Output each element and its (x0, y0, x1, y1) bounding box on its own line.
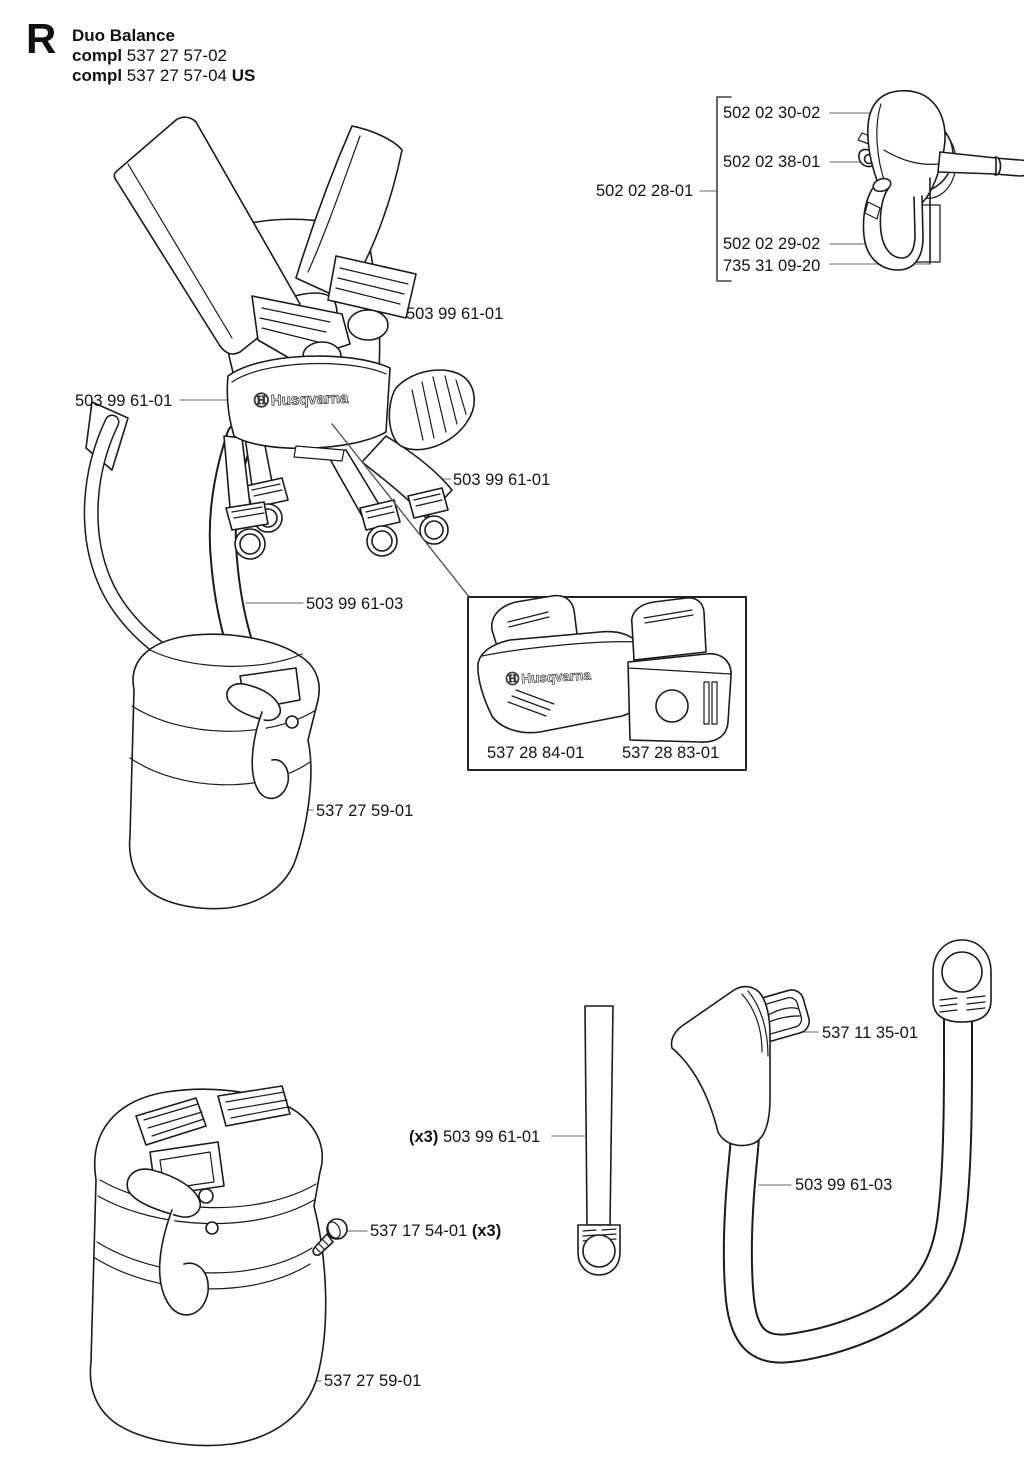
husqvarna-crown-icon: Ⓗ (505, 671, 520, 687)
part-label-short-strap (409, 1128, 540, 1146)
part-label-screw (370, 1222, 501, 1240)
section-letter: R (26, 15, 57, 62)
page-header (72, 26, 255, 86)
part-label-bag-bottom: 537 27 59-01 (324, 1372, 422, 1390)
part-label-handle-screw: 502 02 38-01 (723, 153, 821, 171)
part-label-handle-group: 502 02 28-01 (596, 182, 694, 200)
harness-drawing (86, 117, 474, 660)
husqvarna-crown-icon: Ⓗ (253, 392, 270, 410)
compl-prefix: compl (72, 46, 123, 65)
part-label-handle-hook: 502 02 29-02 (723, 235, 821, 253)
part-label-handle-cover: 502 02 30-02 (723, 104, 821, 122)
husqvarna-logo-text: Husqvarna (520, 667, 592, 687)
variant-line (72, 66, 255, 86)
bag-drawing-bottom (90, 1086, 325, 1445)
screw-quantity: (x3) (471, 1222, 502, 1240)
part-label-lower-strap: 503 99 61-03 (306, 595, 404, 613)
part-label-side-strap: 503 99 61-01 (453, 471, 551, 489)
part-label-long-strap-bottom: 503 99 61-03 (795, 1176, 893, 1194)
product-name: Duo Balance (72, 26, 175, 45)
variant-number: 537 27 57-04 (126, 66, 227, 85)
part-label-shoulder-strap-left: 503 99 61-01 (75, 392, 173, 410)
husqvarna-logo-belt (254, 389, 350, 410)
long-strap-drawing (671, 940, 991, 1349)
short-strap-quantity: (x3) (409, 1128, 439, 1146)
part-label-buckle: 537 11 35-01 (822, 1024, 919, 1042)
screw-number: 537 17 54-01 (370, 1222, 468, 1240)
part-label-hip-bag-upper: 537 27 59-01 (316, 802, 414, 820)
group-bracket (717, 97, 731, 281)
husqvarna-logo-text: Husqvarna (270, 389, 349, 410)
variant-number: 537 27 57-02 (126, 46, 227, 65)
part-label-handle-pin: 735 31 09-20 (723, 257, 821, 275)
part-label-shoulder-strap-right: 503 99 61-01 (406, 305, 504, 323)
short-strap-number: 503 99 61-01 (442, 1128, 541, 1146)
part-label-pad-left: 537 28 84-01 (487, 744, 585, 762)
variant-suffix: US (231, 66, 256, 85)
handle-assembly-drawing (858, 91, 1024, 270)
short-strap-drawing (578, 1006, 620, 1275)
compl-prefix: compl (72, 66, 123, 85)
part-label-pad-right: 537 28 83-01 (622, 744, 720, 762)
variant-line (72, 46, 255, 66)
hip-bag-drawing-upper (130, 634, 320, 908)
